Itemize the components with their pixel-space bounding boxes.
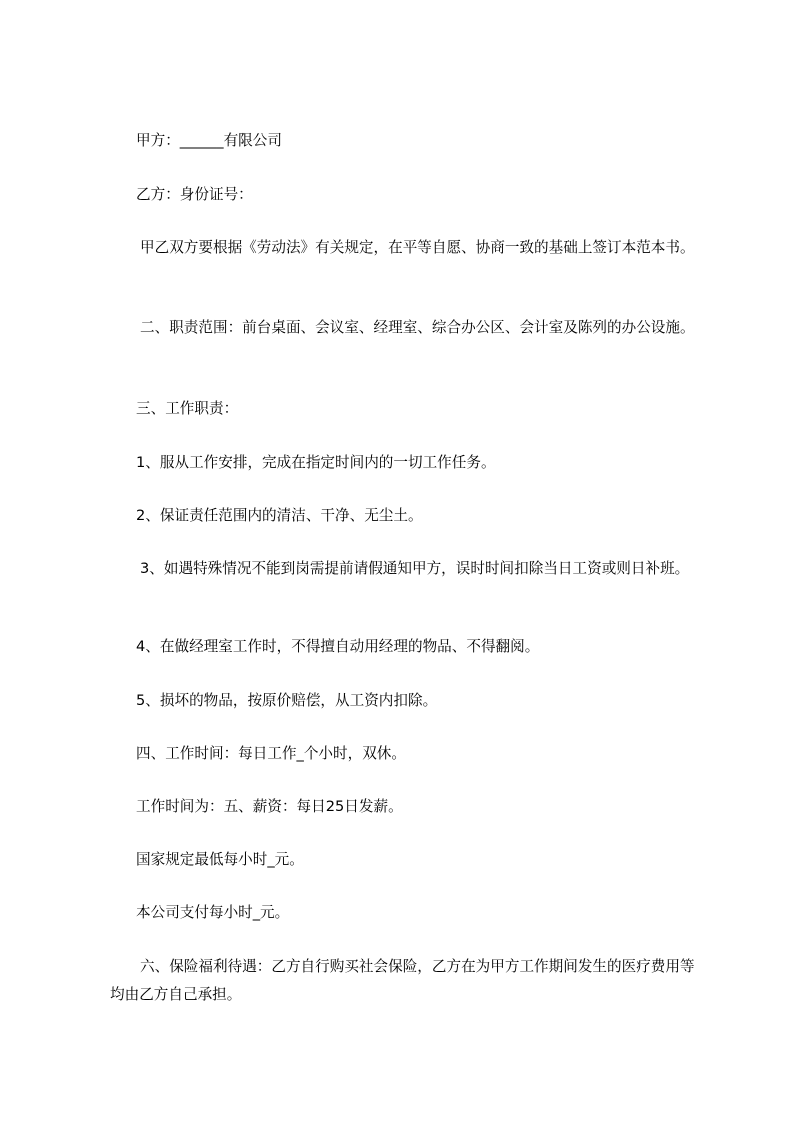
duty-item-4: 4、在做经理室工作时，不得擅自动用经理的物品、不得翻阅。 <box>136 638 540 655</box>
section-job-duties-heading: 三、工作职责： <box>136 400 239 417</box>
intro-paragraph: 甲乙双方要根据《劳动法》有关规定，在平等自愿、协商一致的基础上签订本范本书。 <box>140 239 695 256</box>
section-work-hours: 四、工作时间：每日工作_个小时，双休。 <box>136 745 406 762</box>
section-insurance-benefits: 六、保险福利待遇：乙方自行购买社会保险，乙方在为甲方工作期间发生的医疗费用等均由乙方自己承担。 <box>110 958 695 1003</box>
party-a-line: 甲方：______有限公司 <box>136 132 282 149</box>
national-minimum-wage-line: 国家规定最低每小时_元。 <box>136 851 304 868</box>
duty-item-2: 2、保证责任范围内的清洁、干净、无尘土。 <box>136 507 423 524</box>
work-hours-salary-line: 工作时间为：五、薪资：每日25日发薪。 <box>136 798 403 815</box>
duty-item-5: 5、损坏的物品，按原价赔偿，从工资内扣除。 <box>136 692 438 709</box>
section-duties-scope: 二、职责范围：前台桌面、会议室、经理室、综合办公区、会计室及陈列的办公设施。 <box>140 319 695 336</box>
duty-item-1: 1、服从工作安排，完成在指定时间内的一切工作任务。 <box>136 454 496 471</box>
company-hourly-pay-line: 本公司支付每小时_元。 <box>136 904 290 921</box>
duty-item-3: 3、如遇特殊情况不能到岗需提前请假通知甲方，误时时间扣除当日工资或则日补班。 <box>140 560 690 577</box>
party-b-line: 乙方：身份证号： <box>136 186 253 203</box>
